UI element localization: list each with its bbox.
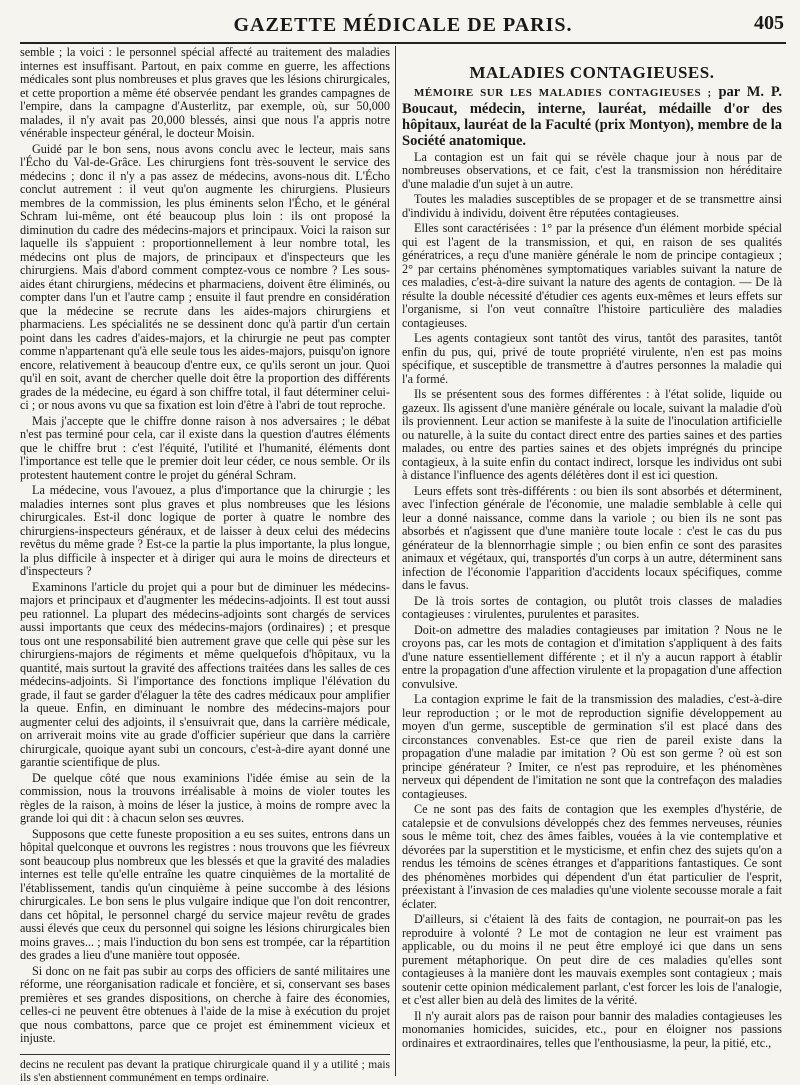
journal-title: GAZETTE MÉDICALE DE PARIS.	[233, 14, 573, 36]
paragraph: D'ailleurs, si c'étaient là des faits de contagion, ne pourrait-on pas les reproduire à volonté ? Le mot de contagion ne leur est vraiment pas applicable, ou du moins il ne peut être employé ici que dans un sens purement métaphorique. On peut dire de ces maladies qu'elles sont contagieuses à la manière dont les mauvais exemples sont contagieux ; mais soutenir cette opinion médicalement parlant, c'est forcer les lois de l'analogie, et c'est aller bien au delà des limites de la vérité.	[402, 912, 782, 1007]
paragraph: semble ; la voici : le personnel spécial affecté au traitement des maladies internes est insuffisant. Partout, en paix comme en guerre, les affections médicales sont plus nombreuses et plus graves que les lésions chirurgicales, et cette proportion a même été observée pendant les grandes campagnes de l'empire, dans la campagne d'Austerlitz, par exemple, où, sur 50,000 malades, il n'y avait pas 20,000 blessés, ainsi que nous l'a appris notre vénérable inspecteur général, le docteur Moisin.	[20, 45, 390, 140]
paragraph: Mais j'accepte que le chiffre donne raison à nos adversaires ; le débat n'est pas terminé pour cela, car il existe dans la question d'autres éléments que le chiffre brut : c'est l'équité, l'utilité et l'humanité, éléments dont l'importance est telle que le premier doit leur céder, ce nous semble. Or ils protestent hautement contre le projet du général Schram.	[20, 413, 390, 482]
page-header	[20, 10, 786, 44]
right-column	[402, 46, 782, 1076]
footnote-divider	[20, 1054, 390, 1055]
paragraph: La contagion exprime le fait de la transmission des maladies, c'est-à-dire leur reproduction ; or le mot de reproduction signifie développement au moyen d'un germe, susceptible de germination s'il est placé dans des circonstances convenables. Est-ce que rien de pareil existe dans la propagation d'une maladie par imitation ? Où est son germe ? où est son principe générateur ? Imiter, ce n'est pas reproduire, et les phénomènes nerveux qui dépendent de l'imitation ne sont que la contrefaçon des maladies contagieuses.	[402, 692, 782, 801]
memoir-heading	[402, 84, 782, 149]
paragraph: Leurs effets sont très-différents : ou bien ils sont absorbés et déterminent, avec l'infection générale de l'économie, une maladie semblable à celle qui leur a donné naissance, comme dans la variole ; ou bien ils ne sont pas absorbés et n'agissent que d'une manière toute locale : c'est le cas du pus générateur de la blennorrhagie simple ; ou bien enfin ce sont des parasites animaux et végétaux, qui, transportés d'un corps à un autre, déterminent sans infection de l'économie l'apparition d'accidents locaux spécifiques, comme dans le favus.	[402, 483, 782, 592]
paragraph: Ce ne sont pas des faits de contagion que les exemples d'hystérie, de catalepsie et de convulsions développés chez des femmes nerveuses, réunies sous le même toit, chez des âmes faibles, vouées à la vie contemplative et dévorées par la superstition et le mysticisme, et enfin chez des sujets qu'on a rendus les témoins de scènes étranges et d'apparitions fantastiques. Ce sont des phénomènes morbides qui dépendent d'un état particulier de l'esprit, préexistant à l'invasion de ces maladies qu'une violente secousse morale a fait éclater.	[402, 802, 782, 911]
paragraph: De là trois sortes de contagion, ou plutôt trois classes de maladies contagieuses : virulentes, purulentes et parasites.	[402, 593, 782, 621]
paragraph: Guidé par le bon sens, nous avons conclu avec le lecteur, mais sans l'Écho du Val-de-Grâce. Les chirurgiens font très-souvent le service des médecins ; donc il n'y a pas assez de médecins, avons-nous dit. L'Écho conclut autrement : il veut qu'on augmente les chirurgiens. Plusieurs membres de la commission, les plus éminents selon l'Écho, et le général Schram lui-même, ont été beaucoup plus loin : ils ont proposé la diminution du cadre des médecins-majors et principaux. Voici la raison sur laquelle ils s'appuient : proportionnellement à leur nombre total, les médecins ont plus de majors, de principaux et d'inspecteurs que les chirurgiens. Mais d'abord comment comptez-vous ce nombre ? Les sous-aides étant chirurgiens, médecins et pharmaciens, doivent être éliminés, ou compter dans l'un et l'autre camp ; ensuite il faut prendre en considération que la médecine se recrute dans les aides-majors chirurgiens et pharmaciens. Les spécialités ne se dessinent donc qu'à partir d'un certain point dans les cadres d'aides-majors, et la chirurgie ne peut pas compter comme n'appartenant qu'à elle seule tous les aides-majors, puisqu'on ignore encore, relativement à beaucoup d'entre eux, ce qu'ils seront un jour. Quoi qu'il en soit, avant de chercher quelle doit être la proportion des différents grades de la médecine, eu égard à son chiffre total, il faut déterminer celui-ci ; or nous avons vu que sa fixation est loin d'être à l'abri de tout reproche.	[20, 141, 390, 412]
paragraph: De quelque côté que nous examinions l'idée émise au sein de la commission, nous la trouvons irréalisable à moins de violer toutes les règles de la raison, à moins de léser la justice, à moins de rompre avec la grande loi qui dit : à chacun selon ses œuvres.	[20, 770, 390, 825]
memoir-label: MÉMOIRE SUR LES MALADIES CONTAGIEUSES ;	[414, 86, 712, 99]
paragraph: Supposons que cette funeste proposition a eu ses suites, entrons dans un hôpital quelconque et ouvrons les registres : nous trouvons que les fiévreux sont beaucoup plus nombreux que les blessés et que la gravité des maladies internes est telle qu'elle entraîne les quatre cinquièmes de la mortalité de l'établissement, tandis qu'un cinquième à peine succombe à des lésions chirurgicales. Le bon sens le plus vulgaire indique que l'on doit rencontrer, dans cet hôpital, le personnel chargé du service majeur revêtu de grades aussi élevés que ceux du personnel qui soigne les lésions chirurgicales bien moins graves... ; mais l'induction du bon sens est trompée, car la répartition des grades a lieu d'une manière tout opposée.	[20, 826, 390, 962]
column-divider	[395, 46, 396, 1076]
paragraph: La contagion est un fait qui se révèle chaque jour à nous par de nombreuses observations, et ce fait, c'est la transmission non héréditaire d'une maladie d'un sujet à un autre.	[402, 149, 782, 191]
footnote-text: decins ne reculent pas devant la pratique chirurgicale quand il y a utilité ; mais ils s'en abstiennent communément en temps ordinaire.	[20, 1058, 390, 1084]
paragraph: Les agents contagieux sont tantôt des virus, tantôt des parasites, tantôt enfin du pus, qui, privé de toute propriété virulente, n'en est pas moins spécifique, et susceptible de transmettre à d'autres personnes la maladie qui l'a formé.	[402, 331, 782, 386]
paragraph: La médecine, vous l'avouez, a plus d'importance que la chirurgie ; les maladies internes sont plus graves et plus nombreuses que les lésions chirurgicales. Est-il donc logique de porter à quatre le nombre des chirurgiens-inspecteurs généraux, et de laisser à deux celui des médecins revêtus du même grade ? Est-ce la partie la plus importante, la plus longue, la plus difficile à inspecter et à diriger qui aura le moins de directeurs et d'inspecteurs ?	[20, 483, 390, 578]
paragraph: Ils se présentent sous des formes différentes : à l'état solide, liquide ou gazeux. Ils agissent d'une manière générale ou locale, suivant la maladie d'où ils proviennent. Leur action se manifeste à la suite de l'inoculation artificielle ou naturelle, à la suite du contact direct entre des parties saines et des parties malades, ou entre des parties saines et des objets imprégnés du principe contagieux, à la suite enfin du contact indirect, lorsque les individus ont subi à distance l'influence des agents délétères dont il est ici question.	[402, 387, 782, 482]
paragraph: Doit-on admettre des maladies contagieuses par imitation ? Nous ne le croyons pas, car les mots de contagion et d'imitation s'appliquent à des faits d'une nature essentiellement différente ; et il n'y a aucun rapport à établir entre la propagation d'une affection virulente et la propagation d'une affection convulsive.	[402, 622, 782, 691]
left-column	[20, 45, 390, 1084]
memoir-title: par M. P. Boucaut, médecin, interne, lauréat, médaille d'or des hôpitaux, lauréat de la Faculté (prix Montyon), membre de la Société anatomique.	[402, 83, 782, 149]
paragraph: Toutes les maladies susceptibles de se propager et de se transmettre ainsi d'individu à individu, doivent être réputées contagieuses.	[402, 192, 782, 220]
section-title: MALADIES CONTAGIEUSES.	[469, 63, 715, 82]
paragraph: Elles sont caractérisées : 1° par la présence d'un élément morbide spécial qui est l'agent de la transmission, et qui, en raison de ses qualités génératrices, a reçu d'une manière générale le nom de principe contagieux ; 2° par certains phénomènes symptomatiques variables suivant la nature de ces maladies, c'est-à-dire suivant la nature des agents de contagion. — De là résulte la double nécessité d'étudier ces agents eux-mêmes et leurs effets sur l'organisme, si l'on veut connaître l'histoire particulière des maladies contagieuses.	[402, 221, 782, 330]
page-number: 405	[754, 12, 784, 34]
paragraph: Si donc on ne fait pas subir au corps des officiers de santé militaires une réforme, une réorganisation radicale et foncière, et si, conservant ses bases premières et ses grandes dispositions, on cherche à faire des économies, celles-ci ne peuvent être obtenues à l'aide de la mise à exécution du projet que nous combattons, parce que ce projet est éminemment vicieux et injuste.	[20, 963, 390, 1045]
paragraph: Il n'y aurait alors pas de raison pour bannir des maladies contagieuses les monomanies homicides, suicides, etc., pour en éloigner nos passions ordinaires et extraordinaires, telles que l'enthousiasme, la peur, la pitié, etc.,	[402, 1008, 782, 1050]
paragraph: Examinons l'article du projet qui a pour but de diminuer les médecins-majors et principaux et d'augmenter les médecins-adjoints. Il est tout aussi peu rationnel. La plupart des médecins-adjoints sont chargés de services aussi importants que ceux des médecins-majors (ordinaires) ; et presque tous ont une responsabilité bien autrement grave que celle qui pèse sur les chirurgiens-majors de régiments et même quelquefois d'hôpitaux, vu la quantité, mais surtout la gravité des affections traitées dans les salles de ces médecins-adjoints. Si l'importance des fonctions implique l'élévation du grade, il faut se garder d'élaguer la tête des cadres médicaux pour amplifier la queue. Enfin, en diminuant le nombre des médecins-majors pour augmenter celui des adjoints, il s'ensuivrait que, dans la carrière médicale, on arriverait moins vite au grade d'officier supérieur que dans la carrière chirurgicale, quoique ayant subi un concours, c'est-à-dire ayant donné une garantie scientifique de plus.	[20, 579, 390, 769]
